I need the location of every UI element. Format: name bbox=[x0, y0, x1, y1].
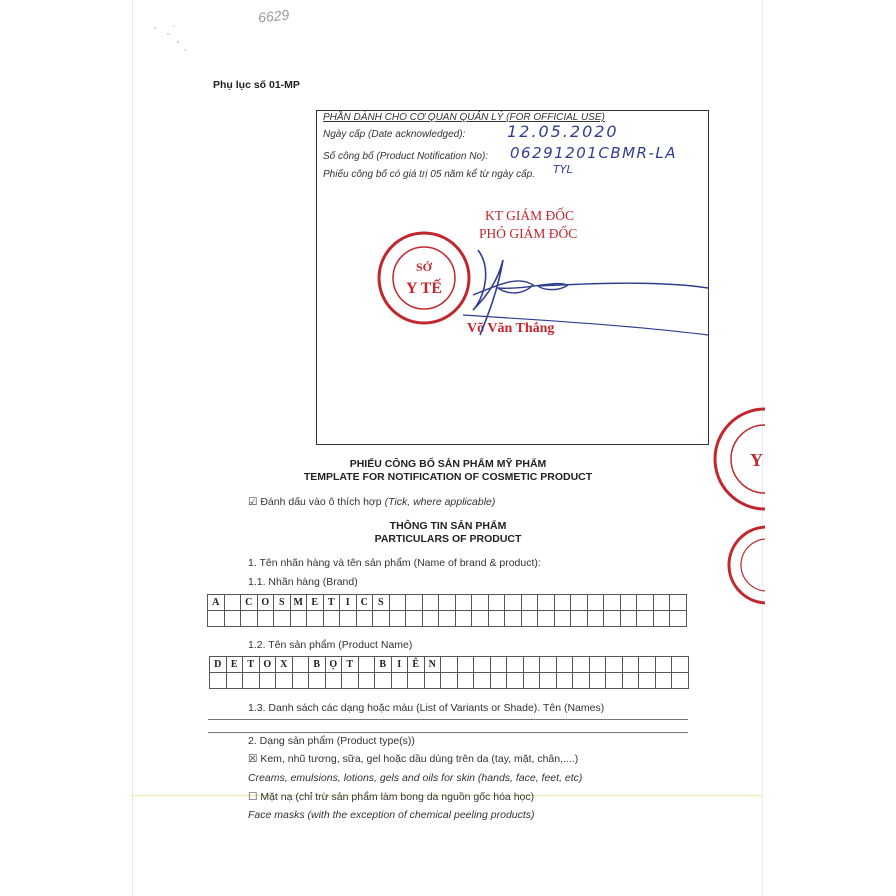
item-1-1: 1.1. Nhãn hàng (Brand) bbox=[248, 576, 358, 588]
product-cell: X bbox=[276, 657, 293, 673]
particulars-vi: THÔNG TIN SẢN PHẨM bbox=[389, 520, 507, 532]
item-1-3: 1.3. Danh sách các dạng hoặc màu (List of Variants or Shade). Tên (Names) bbox=[248, 702, 605, 714]
item-1-2: 1.2. Tên sản phẩm (Product Name) bbox=[248, 639, 413, 651]
brand-cell: C bbox=[356, 595, 373, 611]
validity-initials: TYL bbox=[553, 163, 573, 176]
brand-cell: A bbox=[208, 595, 225, 611]
svg-text:SỞ: SỞ bbox=[415, 260, 433, 274]
brand-cell bbox=[224, 595, 241, 611]
option-masks-vi: Mặt nạ (chỉ trừ sản phẩm làm bong da nguồn gốc hóa học) bbox=[260, 791, 535, 803]
checked-box-icon: ☒ bbox=[248, 753, 258, 765]
brand-cell: I bbox=[340, 595, 357, 611]
tick-note-vi: Đánh dấu vào ô thích hợp bbox=[260, 496, 382, 508]
brand-cell: S bbox=[274, 595, 291, 611]
sign-title-vice-director: PHÓ GIÁM ĐỐC bbox=[479, 226, 578, 241]
signature bbox=[458, 240, 718, 350]
validity-note: Phiếu công bố có giá trị 05 năm kể từ ngày cấp. bbox=[323, 169, 536, 180]
paper-specks bbox=[150, 20, 195, 55]
product-cell: T bbox=[342, 657, 359, 673]
svg-text:Y: Y bbox=[750, 450, 763, 470]
variants-line-2 bbox=[208, 732, 688, 733]
product-cell: B bbox=[309, 657, 326, 673]
product-row-empty bbox=[210, 673, 689, 689]
notification-number-label: Số công bố (Product Notification No): bbox=[323, 151, 489, 162]
option-creams bbox=[248, 753, 578, 765]
notification-number-value: 06291201CBMR-LA bbox=[510, 144, 678, 162]
brand-cell: E bbox=[307, 595, 324, 611]
brand-cell: C bbox=[241, 595, 258, 611]
page-left-edge bbox=[132, 0, 133, 896]
appendix-label: Phụ lục số 01-MP bbox=[213, 79, 300, 91]
brand-cell: S bbox=[373, 595, 390, 611]
variants-line-1 bbox=[208, 719, 688, 720]
product-cell: D bbox=[210, 657, 227, 673]
brand-cell: O bbox=[257, 595, 274, 611]
date-acknowledged-value: 12.05.2020 bbox=[507, 122, 619, 141]
unchecked-box-icon: ☐ bbox=[248, 791, 258, 803]
svg-text:Y TẾ: Y TẾ bbox=[405, 280, 443, 297]
brand-row-empty bbox=[208, 611, 687, 627]
product-name-grid bbox=[209, 656, 689, 689]
checked-box-icon: ☑ bbox=[248, 496, 258, 508]
product-cell: N bbox=[424, 657, 441, 673]
sign-title-deputy: KT GIÁM ĐỐC bbox=[485, 208, 575, 223]
option-masks-en: Face masks (with the exception of chemical peeling products) bbox=[248, 809, 535, 821]
product-cell bbox=[292, 657, 309, 673]
product-cell: E bbox=[226, 657, 243, 673]
signer-name: Võ Văn Thắng bbox=[467, 321, 555, 336]
brand-cell: M bbox=[290, 595, 307, 611]
product-cell: Ọ bbox=[325, 657, 342, 673]
option-creams-en: Creams, emulsions, lotions, gels and oils for skin (hands, face, feet, etc) bbox=[248, 772, 583, 784]
brand-cell: T bbox=[323, 595, 340, 611]
product-cell: B bbox=[375, 657, 392, 673]
option-creams-vi: Kem, nhũ tương, sữa, gel hoặc dầu dùng trên da (tay, mặt, chân,....) bbox=[260, 753, 579, 765]
tick-note bbox=[248, 496, 495, 508]
particulars-en: PARTICULARS OF PRODUCT bbox=[374, 533, 522, 545]
brand-row bbox=[208, 595, 687, 611]
option-masks bbox=[248, 791, 534, 803]
pencil-note: 6629 bbox=[257, 6, 290, 26]
item-1: 1. Tên nhãn hàng và tên sản phẩm (Name of brand & product): bbox=[248, 557, 541, 569]
product-cell bbox=[358, 657, 375, 673]
title-vi: PHIẾU CÔNG BỐ SẢN PHẨM MỸ PHẨM bbox=[349, 458, 547, 470]
date-acknowledged-label: Ngày cấp (Date acknowledged): bbox=[323, 129, 466, 140]
product-cell: I bbox=[391, 657, 408, 673]
tick-note-en: (Tick, where applicable) bbox=[384, 496, 496, 508]
title-en: TEMPLATE FOR NOTIFICATION OF COSMETIC PRODUCT bbox=[303, 471, 593, 483]
product-cell: O bbox=[259, 657, 276, 673]
brand-grid bbox=[207, 594, 687, 627]
product-cell: Ê bbox=[408, 657, 425, 673]
official-use-header: PHẦN DÀNH CHO CƠ QUAN QUẢN LÝ (FOR OFFICIAL USE) bbox=[323, 112, 605, 123]
item-2: 2. Dạng sản phẩm (Product type(s)) bbox=[248, 735, 415, 747]
product-row bbox=[210, 657, 689, 673]
product-cell: T bbox=[243, 657, 260, 673]
